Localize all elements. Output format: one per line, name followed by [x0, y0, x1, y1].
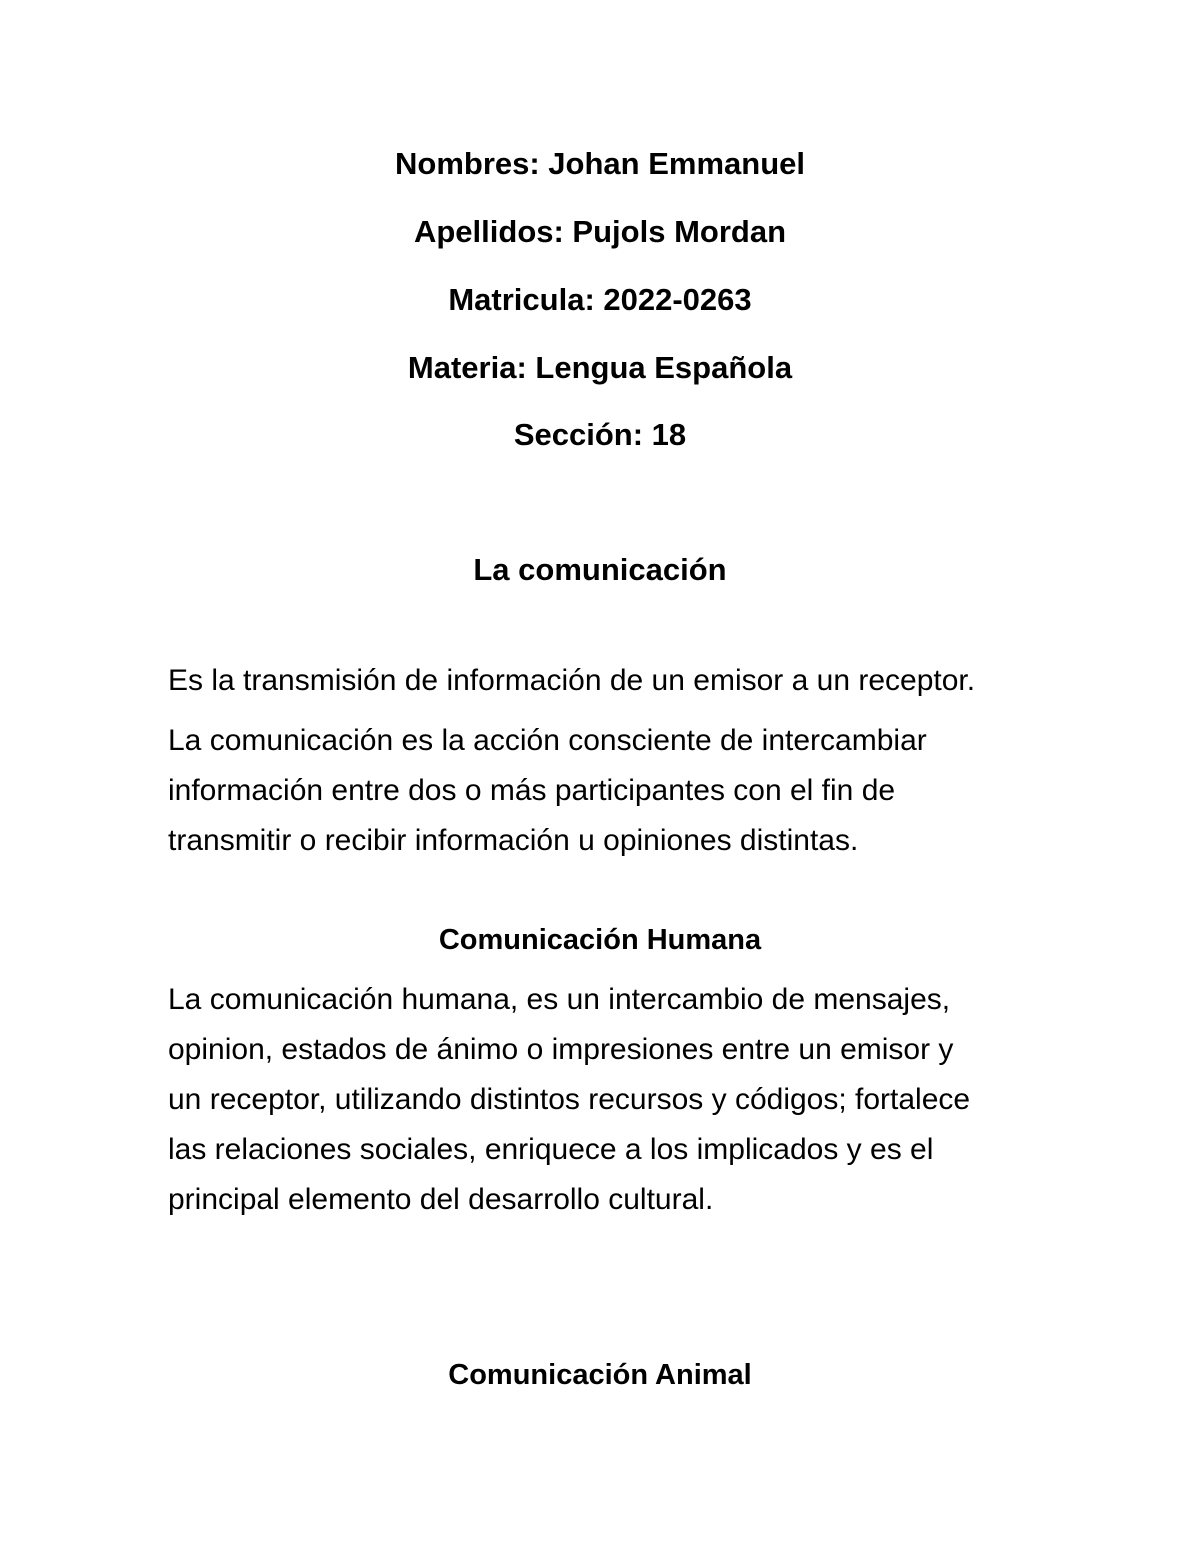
animal-communication-heading: Comunicación Animal	[448, 1359, 752, 1391]
paragraph-line: La comunicación humana, es un intercambio de mensajes,	[168, 983, 951, 1016]
section-number: Sección: 18	[513, 417, 687, 452]
paragraph-line: información entre dos o más participantes con el fin de	[168, 774, 896, 807]
intro-sentence: Es la transmisión de información de un emisor a un receptor.	[168, 664, 976, 697]
intro-paragraph	[168, 716, 1068, 866]
page-title: La comunicación	[473, 552, 727, 587]
subject: Materia: Lengua Española	[407, 350, 793, 385]
student-names: Nombres: Johan Emmanuel	[395, 146, 805, 181]
paragraph-line: La comunicación es la acción consciente de intercambiar	[168, 724, 927, 757]
human-communication-paragraph	[168, 975, 1068, 1225]
paragraph-line: un receptor, utilizando distintos recursos y códigos; fortalece	[168, 1083, 971, 1116]
paragraph-line: transmitir o recibir información u opiniones distintas.	[168, 824, 859, 857]
human-communication-heading: Comunicación Humana	[438, 924, 762, 956]
student-surnames: Apellidos: Pujols Mordan	[413, 214, 786, 249]
student-id: Matricula: 2022-0263	[448, 282, 752, 317]
paragraph-line: las relaciones sociales, enriquece a los implicados y es el	[168, 1133, 934, 1166]
paragraph-line: opinion, estados de ánimo o impresiones entre un emisor y	[168, 1033, 954, 1066]
paragraph-line: principal elemento del desarrollo cultural.	[168, 1183, 714, 1216]
